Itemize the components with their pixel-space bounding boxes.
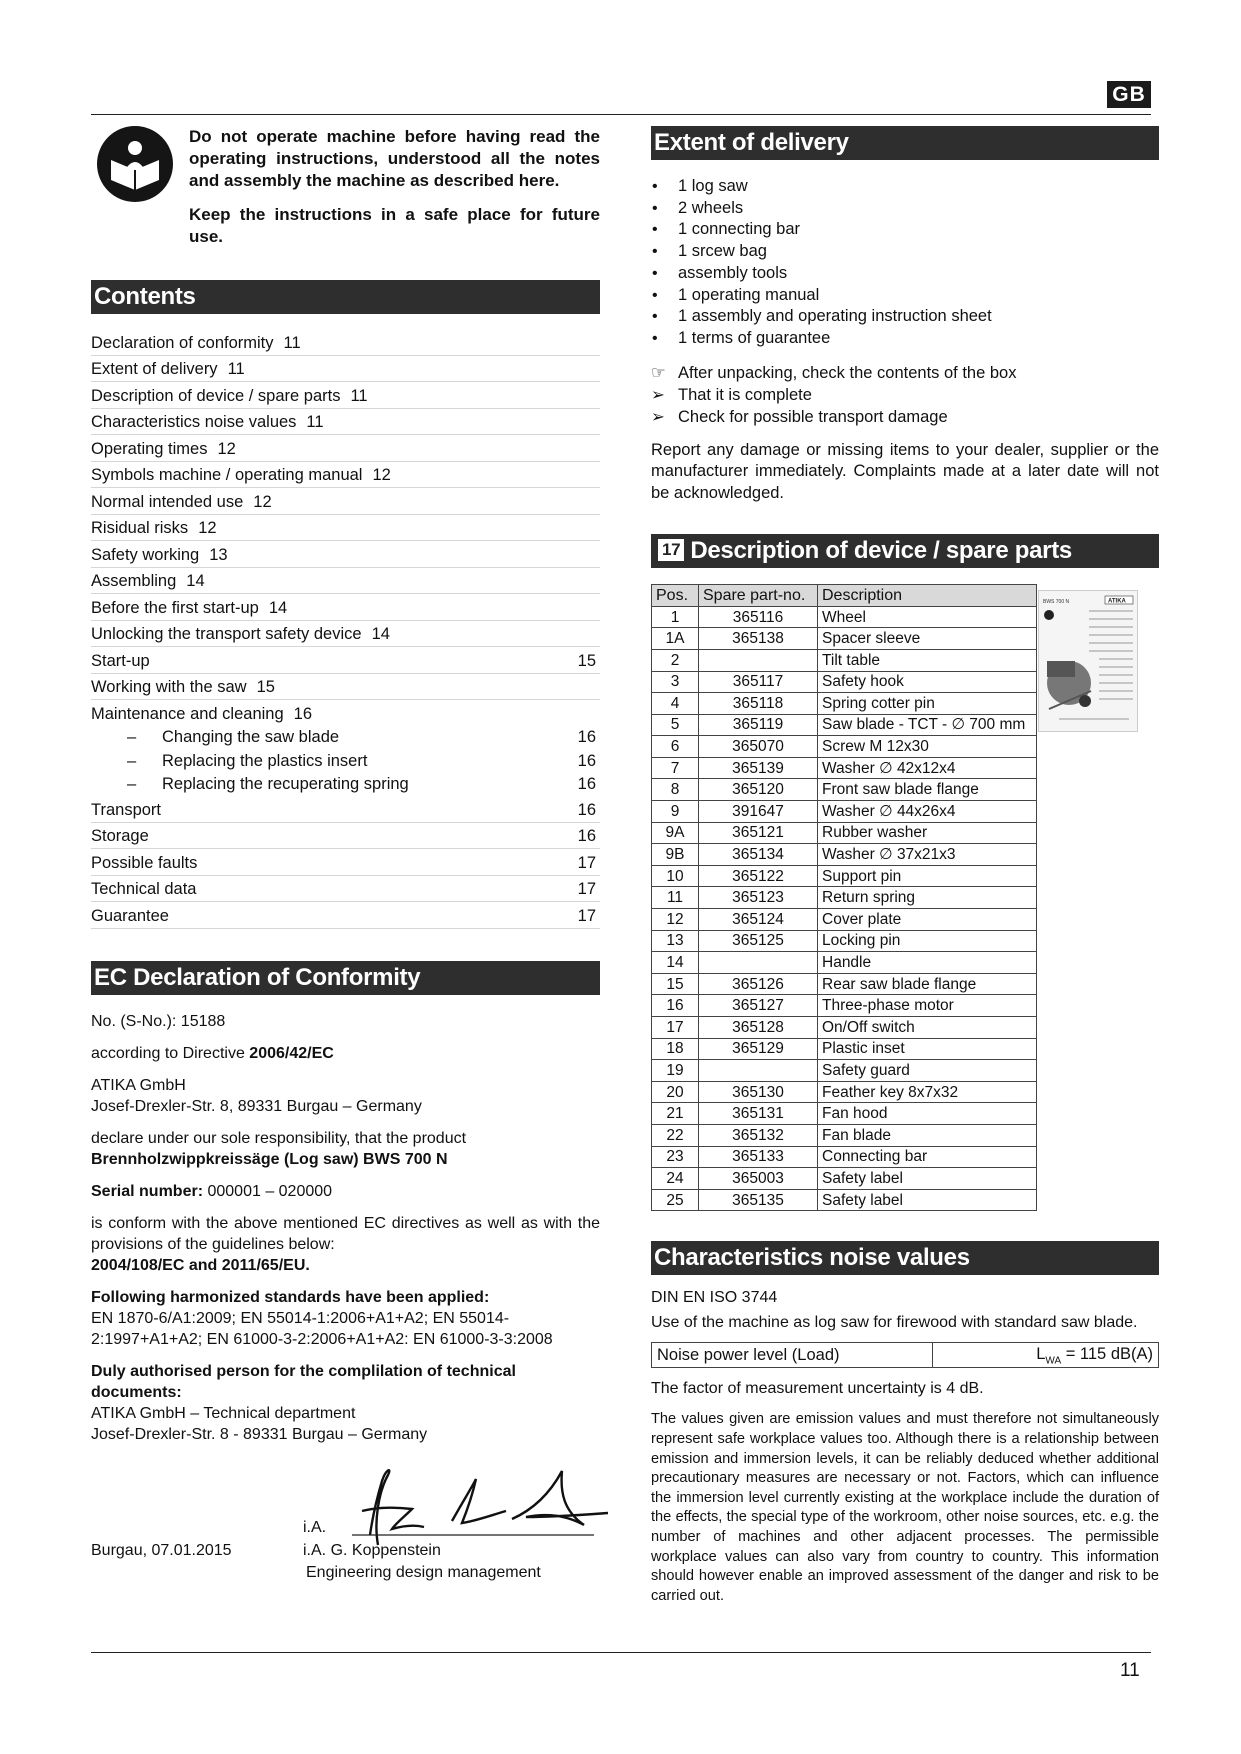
part-number bbox=[699, 1060, 818, 1082]
table-row bbox=[652, 887, 1037, 909]
authorised-dept: ATIKA GmbH – Technical department bbox=[91, 1404, 356, 1422]
noise-standard: DIN EN ISO 3744 bbox=[651, 1289, 778, 1307]
toc-item bbox=[91, 674, 600, 701]
toc-subitem bbox=[91, 773, 600, 797]
table-row bbox=[652, 714, 1037, 736]
delivery-item: • 2 wheels bbox=[651, 198, 1159, 220]
thumb-title: BWS 700 N bbox=[1043, 599, 1070, 606]
part-pos: 20 bbox=[652, 1081, 699, 1103]
table-row bbox=[652, 1124, 1037, 1146]
part-description: Return spring bbox=[818, 887, 1037, 909]
table-row bbox=[652, 757, 1037, 779]
delivery-heading: Extent of delivery bbox=[651, 126, 1159, 160]
part-pos: 11 bbox=[652, 887, 699, 909]
toc-dash: – bbox=[127, 775, 137, 793]
signature-area bbox=[91, 1463, 600, 1583]
part-number: 365118 bbox=[699, 693, 818, 715]
toc-page-number: 12 bbox=[253, 492, 272, 511]
toc-label-text: Risidual risks bbox=[91, 519, 189, 537]
noise-level-value: = 115 dB(A) bbox=[1061, 1344, 1153, 1363]
check-item bbox=[651, 384, 1159, 406]
part-number: 365135 bbox=[699, 1189, 818, 1211]
toc-page-number: 16 bbox=[577, 751, 596, 770]
part-description: Feather key 8x7x32 bbox=[818, 1081, 1037, 1103]
part-pos: 1 bbox=[652, 606, 699, 628]
guidelines: 2004/108/EC and 2011/65/EU. bbox=[91, 1256, 310, 1274]
section-number: 17 bbox=[658, 539, 684, 561]
toc-label-text: Characteristics noise values bbox=[91, 413, 297, 431]
toc-item-label bbox=[91, 851, 197, 875]
part-description: Safety label bbox=[818, 1189, 1037, 1211]
conform-text: is conform with the above mentioned EC directives as well as with the provisions of the guidelines below: bbox=[91, 1214, 600, 1253]
table-of-contents bbox=[91, 329, 600, 929]
toc-item-label bbox=[91, 596, 287, 620]
part-pos: 6 bbox=[652, 736, 699, 758]
part-pos: 18 bbox=[652, 1038, 699, 1060]
toc-page-number: 11 bbox=[283, 333, 301, 352]
toc-page-number: 17 bbox=[577, 880, 596, 898]
declare-text: declare under our sole responsibility, that the product bbox=[91, 1129, 467, 1147]
toc-label-text: Replacing the recuperating spring bbox=[162, 775, 409, 793]
company-name: ATIKA GmbH bbox=[91, 1076, 186, 1094]
part-pos: 24 bbox=[652, 1168, 699, 1190]
signer-name: i.A. G. Koppenstein bbox=[303, 1541, 441, 1559]
toc-item bbox=[91, 823, 600, 850]
directive-line bbox=[91, 1043, 600, 1064]
toc-item-label bbox=[91, 410, 324, 434]
part-description: Wheel bbox=[818, 606, 1037, 628]
table-row bbox=[652, 1168, 1037, 1190]
toc-item-label bbox=[91, 649, 150, 673]
pointing-hand-icon: ☞ bbox=[651, 363, 666, 382]
spare-parts-table bbox=[651, 584, 1037, 1211]
toc-page-number: 11 bbox=[306, 413, 324, 431]
table-row bbox=[652, 973, 1037, 995]
toc-page-number: 17 bbox=[577, 853, 596, 872]
parts-block bbox=[651, 584, 1159, 1211]
part-pos: 12 bbox=[652, 909, 699, 931]
toc-page-number: 16 bbox=[293, 704, 313, 723]
part-description: Fan hood bbox=[818, 1103, 1037, 1125]
parts-heading-text: Description of device / spare parts bbox=[690, 537, 1072, 565]
toc-label-text: Extent of delivery bbox=[91, 360, 218, 378]
part-pos: 9B bbox=[652, 844, 699, 866]
toc-label-text: Guarantee bbox=[91, 906, 169, 925]
table-row bbox=[652, 930, 1037, 952]
part-description: Connecting bar bbox=[818, 1146, 1037, 1168]
part-number bbox=[699, 649, 818, 671]
header-pos: Pos. bbox=[652, 585, 699, 607]
part-number: 365121 bbox=[699, 822, 818, 844]
part-number: 365120 bbox=[699, 779, 818, 801]
part-description: Handle bbox=[818, 952, 1037, 974]
toc-item-label bbox=[91, 675, 275, 699]
part-number: 365116 bbox=[699, 606, 818, 628]
noise-table bbox=[651, 1342, 1159, 1368]
table-row bbox=[652, 844, 1037, 866]
check-intro: After unpacking, check the contents of the box bbox=[678, 363, 1017, 382]
ec-declaration-heading: EC Declaration of Conformity bbox=[91, 961, 600, 995]
toc-item bbox=[91, 568, 600, 595]
toc-label-text: Replacing the plastics insert bbox=[162, 751, 368, 770]
part-pos: 8 bbox=[652, 779, 699, 801]
part-number: 365132 bbox=[699, 1124, 818, 1146]
toc-page-number: 15 bbox=[256, 678, 275, 696]
table-row bbox=[652, 693, 1037, 715]
place-date: Burgau, 07.01.2015 bbox=[91, 1541, 232, 1559]
part-description: Tilt table bbox=[818, 649, 1037, 671]
header-description: Description bbox=[818, 585, 1037, 607]
delivery-item: • 1 operating manual bbox=[651, 285, 1159, 307]
toc-item bbox=[91, 849, 600, 876]
table-row bbox=[652, 671, 1037, 693]
page-number: 11 bbox=[1120, 1660, 1140, 1681]
toc-item-label bbox=[91, 516, 217, 540]
part-number: 365125 bbox=[699, 930, 818, 952]
arrow-bullet-icon: ➢ bbox=[651, 407, 665, 426]
serial-value: 000001 – 020000 bbox=[203, 1182, 333, 1200]
part-description: Three-phase motor bbox=[818, 995, 1037, 1017]
toc-label-text: Normal intended use bbox=[91, 492, 244, 511]
part-pos: 23 bbox=[652, 1146, 699, 1168]
part-description: On/Off switch bbox=[818, 1017, 1037, 1039]
part-pos: 5 bbox=[652, 714, 699, 736]
table-row bbox=[652, 736, 1037, 758]
read-manual-icon bbox=[97, 126, 173, 202]
toc-label-text: Operating times bbox=[91, 439, 208, 458]
toc-label-text: Assembling bbox=[91, 572, 177, 590]
authorised-address: Josef-Drexler-Str. 8 - 89331 Burgau – Germany bbox=[91, 1425, 428, 1443]
toc-label-text: Working with the saw bbox=[91, 678, 247, 696]
directive: 2006/42/EC bbox=[249, 1044, 334, 1062]
handwritten-signature bbox=[326, 1463, 616, 1547]
check-intro-row bbox=[651, 362, 1159, 384]
toc-page-number: 13 bbox=[209, 545, 228, 564]
part-description: Plastic inset bbox=[818, 1038, 1037, 1060]
part-pos: 17 bbox=[652, 1017, 699, 1039]
toc-item bbox=[91, 647, 600, 674]
noise-uncertainty: The factor of measurement uncertainty is 4 dB. bbox=[651, 1380, 984, 1398]
toc-page-number: 12 bbox=[372, 466, 391, 484]
part-number: 365127 bbox=[699, 995, 818, 1017]
noise-symbol-sub: WA bbox=[1045, 1354, 1062, 1366]
part-pos: 1A bbox=[652, 628, 699, 650]
part-description: Screw M 12x30 bbox=[818, 736, 1037, 758]
toc-subitem bbox=[91, 726, 600, 750]
toc-item-label bbox=[127, 725, 339, 749]
company-address: Josef-Drexler-Str. 8, 89331 Burgau – Germany bbox=[91, 1097, 422, 1115]
delivery-item: • 1 connecting bar bbox=[651, 219, 1159, 241]
part-number: 365117 bbox=[699, 671, 818, 693]
noise-level-label: Noise power level (Load) bbox=[652, 1343, 933, 1368]
table-row bbox=[652, 1189, 1037, 1211]
part-number: 365122 bbox=[699, 865, 818, 887]
toc-item bbox=[91, 621, 600, 648]
toc-page-number: 16 bbox=[577, 728, 596, 746]
part-number: 365124 bbox=[699, 909, 818, 931]
part-number: 365003 bbox=[699, 1168, 818, 1190]
toc-item-label bbox=[91, 622, 390, 646]
part-description: Washer ∅ 44x26x4 bbox=[818, 801, 1037, 823]
report-damage-text: Report any damage or missing items to your dealer, supplier or the manufacturer immediately. Complaints made at a later date will not be acknowledged. bbox=[651, 440, 1159, 502]
part-description: Spacer sleeve bbox=[818, 628, 1037, 650]
table-row bbox=[652, 606, 1037, 628]
thumb-brand: ATIKA bbox=[1108, 598, 1126, 605]
noise-row bbox=[652, 1343, 1159, 1368]
part-pos: 3 bbox=[652, 671, 699, 693]
delivery-list bbox=[651, 176, 1159, 350]
part-description: Saw blade - TCT - ∅ 700 mm bbox=[818, 714, 1037, 736]
ia-label: i.A. bbox=[303, 1518, 327, 1536]
safety-warning bbox=[91, 126, 600, 248]
part-pos: 21 bbox=[652, 1103, 699, 1125]
warning-text bbox=[189, 126, 600, 248]
toc-item-label bbox=[91, 569, 205, 593]
part-description: Cover plate bbox=[818, 909, 1037, 931]
table-row bbox=[652, 952, 1037, 974]
table-row bbox=[652, 801, 1037, 823]
part-description: Rear saw blade flange bbox=[818, 973, 1037, 995]
standards-title: Following harmonized standards have been applied: bbox=[91, 1288, 490, 1306]
delivery-item: • 1 log saw bbox=[651, 176, 1159, 198]
toc-item-label bbox=[91, 463, 391, 487]
noise-heading: Characteristics noise values bbox=[651, 1241, 1159, 1275]
part-number: 391647 bbox=[699, 801, 818, 823]
toc-item bbox=[91, 382, 600, 409]
part-number: 365070 bbox=[699, 736, 818, 758]
noise-usage: Use of the machine as log saw for firewood with standard saw blade. bbox=[651, 1314, 1138, 1332]
toc-item-label bbox=[91, 437, 236, 461]
table-row bbox=[652, 1038, 1037, 1060]
part-number: 365134 bbox=[699, 844, 818, 866]
toc-page-number: 16 bbox=[577, 800, 596, 819]
toc-item bbox=[91, 409, 600, 436]
toc-label-text: Description of device / spare parts bbox=[91, 386, 341, 405]
part-pos: 10 bbox=[652, 865, 699, 887]
directive-prefix: according to Directive bbox=[91, 1044, 250, 1062]
toc-item bbox=[91, 329, 600, 356]
part-pos: 4 bbox=[652, 693, 699, 715]
toc-item bbox=[91, 462, 600, 489]
signer-role: Engineering design management bbox=[306, 1563, 541, 1581]
serial-number-line bbox=[91, 1181, 600, 1202]
toc-page-number: 17 bbox=[577, 906, 596, 925]
delivery-item: • assembly tools bbox=[651, 263, 1159, 285]
language-badge: GB bbox=[1107, 81, 1151, 108]
table-row bbox=[652, 822, 1037, 844]
toc-label-text: Start-up bbox=[91, 651, 150, 670]
toc-item-label bbox=[91, 543, 228, 567]
toc-label-text: Declaration of conformity bbox=[91, 333, 274, 352]
table-row bbox=[652, 1017, 1037, 1039]
toc-item-label bbox=[91, 877, 197, 901]
delivery-item: • 1 terms of guarantee bbox=[651, 328, 1159, 350]
toc-item bbox=[91, 594, 600, 621]
toc-label-text: Unlocking the transport safety device bbox=[91, 625, 362, 643]
toc-subitem bbox=[91, 749, 600, 773]
toc-item bbox=[91, 488, 600, 515]
part-description: Washer ∅ 42x12x4 bbox=[818, 757, 1037, 779]
standards-list: EN 1870-6/A1:2009; EN 55014-1:2006+A1+A2; EN 55014-2:1997+A1+A2; EN 61000-3-2:2006+A1+A2: EN 61000-3-3:2008 bbox=[91, 1309, 553, 1348]
part-number: 365129 bbox=[699, 1038, 818, 1060]
toc-item bbox=[91, 356, 600, 383]
part-number: 365130 bbox=[699, 1081, 818, 1103]
toc-item-label bbox=[127, 749, 367, 773]
toc-item-label bbox=[91, 331, 301, 355]
toc-label-text: Before the first start-up bbox=[91, 598, 259, 617]
part-description: Safety guard bbox=[818, 1060, 1037, 1082]
warning-keep-instructions: Keep the instructions in a safe place for future use. bbox=[189, 205, 600, 246]
check-complete: That it is complete bbox=[678, 385, 812, 404]
toc-label-text: Symbols machine / operating manual bbox=[91, 466, 363, 484]
part-description: Support pin bbox=[818, 865, 1037, 887]
delivery-item: • 1 assembly and operating instruction sheet bbox=[651, 306, 1159, 328]
table-row bbox=[652, 865, 1037, 887]
right-column bbox=[651, 126, 1159, 1606]
header-part-no: Spare part-no. bbox=[699, 585, 818, 607]
left-column bbox=[91, 126, 600, 1583]
part-description: Fan blade bbox=[818, 1124, 1037, 1146]
toc-item-label bbox=[91, 798, 161, 822]
table-row bbox=[652, 995, 1037, 1017]
ec-declaration bbox=[91, 1011, 600, 1583]
noise-note: The values given are emission values and must therefore not simultaneously represent safe workplace values too. Although there is a relationship between emission and immersion levels, it can be reliably deduced whether additional precautionary measures are necessary or not. Factors, which can influence the immersion level currently existing at the workplace include the duration of the effects, the special type of the workroom, other noise sources, etc. e.g. the number of machines and other adjacent processes. The permissible workplace values can also vary from country to country. This information should however enable an improved assessment of the danger and risk to be carried out. bbox=[651, 1411, 1159, 1604]
toc-page-number: 11 bbox=[227, 360, 245, 378]
toc-label-text: Storage bbox=[91, 827, 149, 845]
part-number: 365119 bbox=[699, 714, 818, 736]
part-number: 365123 bbox=[699, 887, 818, 909]
toc-label-text: Technical data bbox=[91, 880, 197, 898]
toc-item bbox=[91, 515, 600, 542]
part-pos: 13 bbox=[652, 930, 699, 952]
table-row bbox=[652, 1081, 1037, 1103]
table-row bbox=[652, 1146, 1037, 1168]
product-name: Brennholzwippkreissäge (Log saw) BWS 700 N bbox=[91, 1150, 448, 1168]
part-pos: 9A bbox=[652, 822, 699, 844]
toc-label-text: Transport bbox=[91, 800, 161, 819]
toc-item bbox=[91, 876, 600, 903]
toc-item-label bbox=[91, 702, 312, 726]
serial-no: No. (S-No.): 15188 bbox=[91, 1012, 226, 1030]
toc-page-number: 14 bbox=[186, 572, 205, 590]
table-row bbox=[652, 1060, 1037, 1082]
noise-section bbox=[651, 1287, 1159, 1606]
part-pos: 25 bbox=[652, 1189, 699, 1211]
check-damage: Check for possible transport damage bbox=[678, 407, 948, 426]
serial-label: Serial number: bbox=[91, 1182, 204, 1200]
toc-item-label bbox=[127, 772, 409, 796]
footer-rule bbox=[91, 1652, 1151, 1653]
noise-level-value-cell bbox=[933, 1343, 1159, 1368]
part-number: 365131 bbox=[699, 1103, 818, 1125]
toc-item-label bbox=[91, 490, 272, 514]
manual-thumbnail bbox=[1038, 590, 1138, 732]
toc-item-label bbox=[91, 357, 245, 381]
part-number: 365138 bbox=[699, 628, 818, 650]
toc-label-text: Maintenance and cleaning bbox=[91, 704, 284, 723]
table-row bbox=[652, 628, 1037, 650]
part-number: 365133 bbox=[699, 1146, 818, 1168]
table-row bbox=[652, 779, 1037, 801]
part-description: Safety label bbox=[818, 1168, 1037, 1190]
toc-item bbox=[91, 700, 600, 726]
table-row bbox=[652, 1103, 1037, 1125]
part-pos: 15 bbox=[652, 973, 699, 995]
part-pos: 14 bbox=[652, 952, 699, 974]
header-rule bbox=[91, 114, 1151, 115]
toc-item bbox=[91, 902, 600, 929]
part-pos: 7 bbox=[652, 757, 699, 779]
part-number bbox=[699, 952, 818, 974]
toc-dash: – bbox=[127, 751, 137, 770]
toc-item bbox=[91, 796, 600, 823]
arrow-bullet-icon: ➢ bbox=[651, 385, 665, 404]
part-pos: 2 bbox=[652, 649, 699, 671]
toc-item-label bbox=[91, 824, 149, 848]
part-pos: 22 bbox=[652, 1124, 699, 1146]
toc-page-number: 16 bbox=[577, 827, 596, 845]
part-number: 365126 bbox=[699, 973, 818, 995]
toc-page-number: 12 bbox=[198, 519, 217, 537]
noise-symbol: L bbox=[1036, 1344, 1046, 1363]
toc-page-number: 11 bbox=[350, 386, 368, 405]
toc-page-number: 14 bbox=[268, 598, 288, 617]
part-pos: 9 bbox=[652, 801, 699, 823]
toc-label-text: Possible faults bbox=[91, 853, 198, 872]
toc-item bbox=[91, 541, 600, 568]
toc-label-text: Safety working bbox=[91, 545, 200, 564]
toc-label-text: Changing the saw blade bbox=[162, 728, 340, 746]
toc-item-label bbox=[91, 384, 368, 408]
unpacking-check bbox=[651, 362, 1159, 428]
toc-page-number: 16 bbox=[577, 775, 596, 793]
toc-dash: – bbox=[127, 728, 137, 746]
part-pos: 16 bbox=[652, 995, 699, 1017]
contents-heading: Contents bbox=[91, 280, 600, 314]
toc-item-label bbox=[91, 904, 169, 928]
parts-heading bbox=[651, 534, 1159, 568]
part-description: Safety hook bbox=[818, 671, 1037, 693]
toc-item bbox=[91, 435, 600, 462]
check-item bbox=[651, 406, 1159, 428]
toc-page-number: 14 bbox=[371, 625, 390, 643]
part-description: Locking pin bbox=[818, 930, 1037, 952]
part-description: Front saw blade flange bbox=[818, 779, 1037, 801]
delivery-item: • 1 srcew bag bbox=[651, 241, 1159, 263]
warning-read-instructions: Do not operate machine before having read the operating instructions, understood all the notes and assembly the machine as described here. bbox=[189, 127, 600, 190]
part-number: 365128 bbox=[699, 1017, 818, 1039]
part-number: 365139 bbox=[699, 757, 818, 779]
toc-page-number: 15 bbox=[577, 651, 596, 670]
authorised-title: Duly authorised person for the complilation of technical documents: bbox=[91, 1362, 516, 1401]
part-description: Rubber washer bbox=[818, 822, 1037, 844]
table-header-row bbox=[652, 585, 1037, 607]
part-description: Spring cotter pin bbox=[818, 693, 1037, 715]
table-row bbox=[652, 649, 1037, 671]
toc-page-number: 12 bbox=[217, 439, 236, 458]
table-row bbox=[652, 909, 1037, 931]
part-description: Washer ∅ 37x21x3 bbox=[818, 844, 1037, 866]
part-pos: 19 bbox=[652, 1060, 699, 1082]
